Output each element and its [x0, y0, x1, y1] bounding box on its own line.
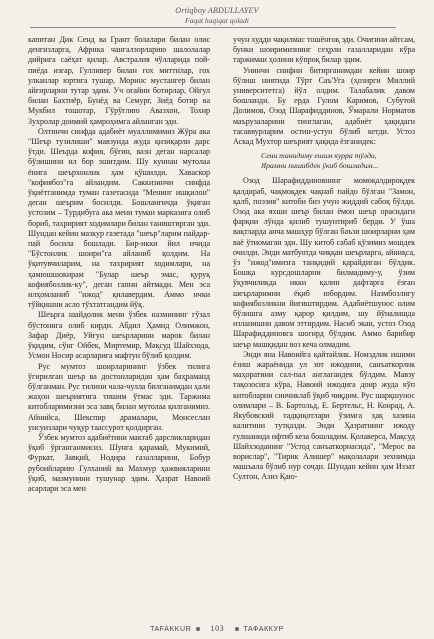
page-number: 103	[210, 624, 225, 633]
left-column	[28, 35, 210, 615]
page-header	[0, 6, 434, 25]
footer-dot-icon	[235, 627, 239, 631]
paragraph: Унинчи синфни битирганимдан кейин шоир бўлиш ниятида Тўрт Саъ'Уга (ҳозирги Миллий университетга) йўл олдим. Талабалик давом бошланди. Бу ерда Гулом Каримов, Субутой Долимов, Озод Шарафиддинов, Ўмарали Норматов маърузаларини тинглаган, адабиёт ҳақидаги тасаввурларим остин-устун бўлиб кетди. Устоз Аскад Мухтор шеърият ҳақида ёзганидек:	[233, 65, 415, 147]
author-name: Ortiqboy ABDULLAYEV	[175, 6, 259, 15]
header-rule	[30, 27, 396, 28]
footer-magazine-latin: TAFAKKUR	[150, 626, 192, 633]
paragraph: Шеърга шайдолик мени ўзбек назмининг гўзал бўстонига олиб кирди. Абдил Ҳамид Олимжон, Зафар Диёр, Уйғун шеърларини марок билан ўқидим, сўнг Ойбек, Миртемир, Мақсуд Шайхзода, Усмон Носир асарларига мафтун бўлиб қолдим.	[28, 310, 210, 361]
paragraph: Ўзбек мумтоз адабиётини мактаб дарсликларидан ўқиб ўрганганмисиз. Шунга қарамай, Мукимий, Фуркат, Завқий, Нодира газалларини, Бобур рубоийларию Гулханий ва Махмур ҳажвияларини ўқиб, мазмунини тушунар эдим. Ҳазрат Навоий асарлари эса мен	[28, 432, 210, 493]
page-footer	[0, 624, 434, 633]
right-column	[233, 35, 415, 615]
verse-quote	[261, 151, 415, 170]
paragraph: учун худди чақилмас тошёнғоқ эди. Очиғини айтсам, бунки шоиримизнинг сеҳрли ғазалларидан кўра таржимаи ҳолини кўпроқ билар эдим.	[233, 35, 415, 65]
paragraph: Озод Шарафиддиновнинг момоқалдироқдек қалдираб, чақмоқдек чақнаб пайдо бўлган "Замон, қалб, поэзия" китоби биз учун жиддий сабоқ бўлди. Озод ака яхши шеър билан ёмон шеър орасидаги фарқни лўнда қилиб тушунтириб берди. У ўша вақтларда анча машҳур бўлган баъзи шоирларни ҳам ваё ўтиомаган эди. Шу китоб сабаб қўзимиз мошдек очилди. Энди матбуотда чиққан шеърларга, айниқса, ўз "ижод"имизга танқидий қарайдиган бўлдик. Бошқа курсдошларни билмадиму-у, ўзим ўқувчиликда икки қалин дафтарга ёзган шеърларимни ёқиб юбордим. Назмбозлигу кофиябозликни йиғиштирдим. Адабиётшунос олим бўлишга азму қарор қилдим, шу йўналишда изланишни давом эттирдим. Насиб экан, устоз Озод Шарафиддиновга шогирд бўлдим. Аммо барибир шеър машқидан воз кеча олмадим.	[233, 176, 415, 349]
footer-magazine-cyrillic: ТАФАККУР	[243, 626, 284, 633]
verse-line: Сени танидиму ешим курра тўлди,	[261, 151, 377, 161]
article-subtitle: Faqat haqiqat qoladi	[185, 16, 249, 25]
paragraph: капитан Дик Сенд ва Грант болалари билан олис денгизларга, Африка чангалзорларию шалолалар дийрига саёҳат қилар. Австралия чўлларида пой-пиёда изғар, Гулливер билан гох митти̇лар, гох улканлар юртига тушар, Моринс мустангер билан айғирларни тутар эдим. Уч оғайни ботирлар, Ойгул билан Бахтиёр, Бунёд ва Семург, Зиёд ботир ва Мукбил тошотар, Гўрўғлию Авазхон, Тохир Зухролар доимий ҳамроҳимга айланган эди.	[28, 35, 210, 126]
footer-dot-icon	[196, 627, 200, 631]
paragraph: Рус мумтоз шоирларининг ўзбек тилига ўгирилган шеър ва достонларидан ҳам баҳраманд бўлганман. Рус тилини чала-чулла билганимдан ҳали жаҳон шеъриятига тишим ўтмас эди. Таржима китобларимизни эса завқ билан мутолаа қилганимиз. Айнийса, Шекспир драмалари, Монсеслан унсуизлари чуқур таассурот қолдирган.	[28, 361, 210, 432]
verse-line: Ярамни пишибдек ўкиб бошладим...	[261, 160, 379, 170]
paragraph: Энди яна Навоийга қайтайлик. Номздлик ишими ёзиш жараёнида ул зот ижодини, санъаткорлик маҳоратини сал-пал англагандек бўлдим. Мавзу тақозосига кўра, Навоий ижодига доир жуда кўп китобларни синчиклаб ўқиб чиқдим. Рус шарқшунос олимлари – В. Бартольд, Е. Бертельс, Н. Конрад, А. Якубовский тадқиқотлари ўзимга ҳақ хазина калитини тутқазди. Энди Ҳазратнинг ижоду гулшанида ифтиб кеза бошладим. Қолаверса, Мақсуд Шайхзоданинг "Устод санъаткорнасида", "Мерос ва ворислар", "Тирик Алишер" мақолалари зехнимда машъала бўлиб нур сочди. Шундан кейин ҳам Иззат Султон, Азиз Қаю-	[233, 349, 415, 482]
paragraph: Олтинчи синфда адабиёт муаллимимиз Жўра ака "Шеър тузилиши" мавзуида жуда қизиқарли дарс ўтди. Шеърда кофия, бўғин, вазн деган нарсалар бўлишини ил бор эшитдим. Шу куннан мутолаа ёнига шеърхонлик ҳам қўшилди. Хаваскор "кофиябоз"га айландим. Саккизинчи синфда ўқиётганимда туман газетасида "Менинг ишқилон" деган шеърим босилди. Бошланғичда ўқиган устозим – Турдибуга ака мени туман марказига олиб бориб, тахририят ходимлари билан таништирган эди. Шундан кейин мазкур газетада "шеър"ларим пайдар-пай босила бошлади. Бир-икки йил ичида "Бўстонлик шоири"га айланиб қолдим. На ўқитувчиларим, на тахририят ходимлари, на ҳамюшшокирам "Булар шеър эмас, қуруқ кофиябозлик-ку", деган гапни айтмади. Мен эса илҳомланиб "ижод" қилавердим. Аммо ички тўйқишни асло тўхтатгандим йўқ.	[28, 126, 210, 310]
